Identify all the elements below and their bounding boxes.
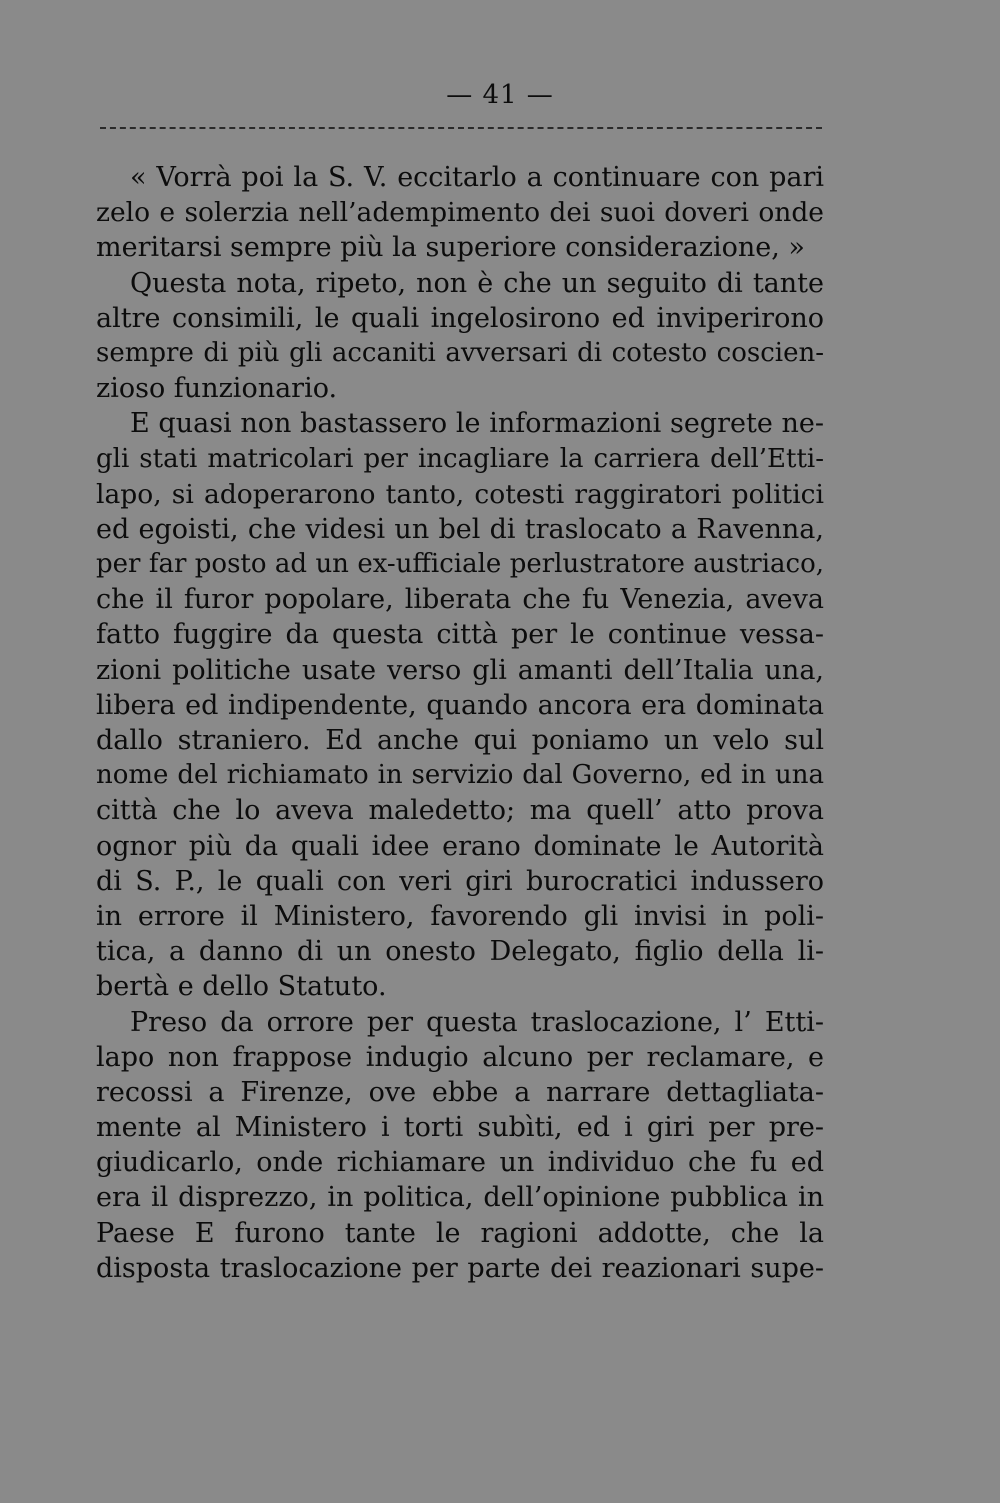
text-line: Preso da orrore per questa traslocazione, l’ Etti- bbox=[130, 1006, 824, 1038]
text-line: libera ed indipendente, quando ancora era dominata bbox=[96, 689, 824, 721]
text-line: giudicarlo, onde richiamare un individuo che fu ed bbox=[96, 1147, 824, 1179]
text-line: recossi a Firenze, ove ebbe a narrare dettagliata- bbox=[96, 1076, 824, 1108]
body-text bbox=[96, 160, 824, 1286]
text-line: tica, a danno di un onesto Delegato, figlio della li- bbox=[96, 936, 824, 968]
text-line: lapo non frappose indugio alcuno per reclamare, e bbox=[96, 1041, 824, 1073]
text-line: Paese E furono tante le ragioni addotte, che la bbox=[96, 1217, 824, 1249]
text-line: meritarsi sempre più la superiore considerazione, » bbox=[96, 232, 805, 264]
text-line: in errore il Ministero, favorendo gli invisi in poli- bbox=[96, 900, 824, 932]
text-line: che il furor popolare, liberata che fu Venezia, aveva bbox=[96, 584, 824, 616]
text-line: città che lo aveva maledetto; ma quell’ atto prova bbox=[96, 795, 824, 827]
header-rule bbox=[100, 127, 822, 129]
text-line: zelo e solerzia nell’adempimento dei suoi doveri onde bbox=[96, 197, 824, 229]
text-line: ognor più da quali idee erano dominate le Autorità bbox=[96, 830, 824, 862]
text-line: Questa nota, ripeto, non è che un seguito di tante bbox=[130, 267, 824, 299]
text-line: lapo, si adoperarono tanto, cotesti raggiratori politici bbox=[96, 478, 824, 510]
text-line: dallo straniero. Ed anche qui poniamo un velo sul bbox=[96, 725, 824, 756]
text-line: « Vorrà poi la S. V. eccitarlo a continuare con pari bbox=[130, 162, 824, 193]
text-line: gli stati matricolari per incagliare la carriera dell’Etti- bbox=[96, 443, 824, 474]
text-line: mente al Ministero i torti subìti, ed i giri per pre- bbox=[96, 1112, 824, 1144]
text-line: E quasi non bastassero le informazioni segrete ne- bbox=[130, 408, 824, 440]
text-line: zioso funzionario. bbox=[96, 373, 338, 405]
text-line: bertà e dello Statuto. bbox=[96, 971, 387, 1003]
text-line: fatto fuggire da questa città per le continue vessa- bbox=[96, 619, 824, 651]
text-line: di S. P., le quali con veri giri burocratici indussero bbox=[96, 865, 824, 897]
text-line: altre consimili, le quali ingelosirono ed inviperirono bbox=[96, 302, 824, 334]
text-line: nome del richiamato in servizio dal Governo, ed in una bbox=[96, 760, 824, 791]
page-number: — 41 — bbox=[446, 80, 554, 110]
text-line: per far posto ad un ex-ufficiale perlustratore austriaco, bbox=[96, 549, 824, 580]
text-line: sempre di più gli accaniti avversari di cotesto coscien- bbox=[96, 337, 824, 368]
text-line: ed egoisti, che videsi un bel di traslocato a Ravenna, bbox=[96, 513, 824, 545]
text-line: disposta traslocazione per parte dei reazionari supe- bbox=[96, 1252, 824, 1284]
text-line: era il disprezzo, in politica, dell’opinione pubblica in bbox=[96, 1182, 824, 1214]
text-line: zioni politiche usate verso gli amanti dell’Italia una, bbox=[96, 654, 824, 686]
